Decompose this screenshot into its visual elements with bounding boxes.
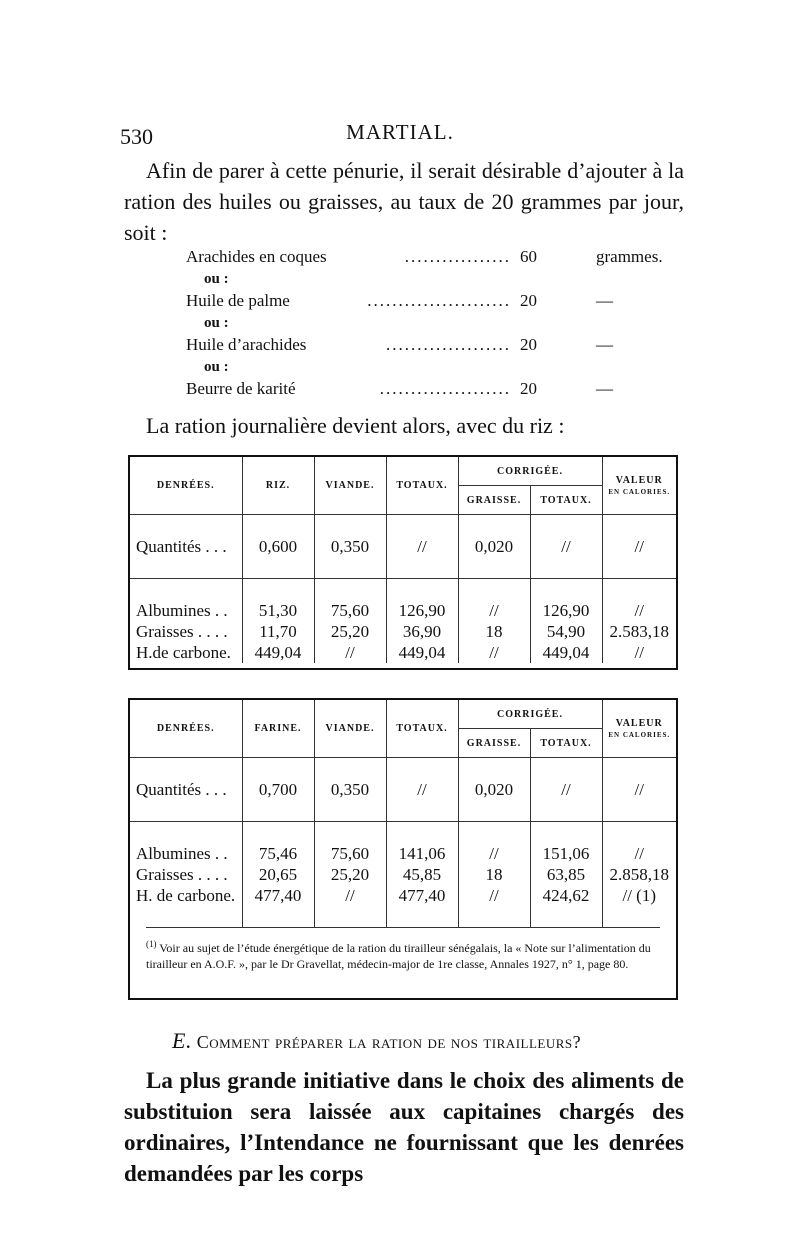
- ration-table-rice: [128, 455, 678, 670]
- table-row: Albumines . . 75,46 75,60 141,06 // 151,06 //: [130, 843, 676, 864]
- list-item: ..................... Beurre de karité 20 —: [186, 379, 613, 398]
- col-header: DENRÉES.: [130, 700, 242, 758]
- item-unit: —: [596, 291, 613, 310]
- table-row: Quantités . . . 0,700 0,350 // 0,020 // //: [130, 779, 676, 800]
- col-header: VALEUR EN CALORIES.: [602, 700, 676, 758]
- item-label: Beurre de karité: [186, 378, 300, 400]
- table-row: Albumines . . 51,30 75,60 126,90 // 126,90 //: [130, 600, 676, 621]
- list-item: ................. Arachides en coques 60 grammes.: [186, 247, 663, 266]
- item-qty: 20: [520, 379, 537, 398]
- col-group-header: CORRIGÉE.: [458, 700, 602, 729]
- col-header: VIANDE.: [314, 700, 386, 758]
- section-letter: E.: [172, 1028, 192, 1053]
- item-qty: 20: [520, 291, 537, 310]
- item-label: Huile de palme: [186, 290, 294, 312]
- footnote-text: Voir au sujet de l’étude énergétique de la ration du tirailleur sénégalais, la « Note sur l’alimentation du tirailleur en A.O.F. », par le Dr Gravellat, médecin-major de 1re classe, Annales 1927, n° 1, page 80.: [146, 941, 651, 971]
- list-or: ou :: [204, 359, 229, 375]
- col-header: TOTAUX.: [386, 457, 458, 515]
- list-item: ....................... Huile de palme 20 —: [186, 291, 613, 310]
- data-table: [130, 457, 676, 663]
- list-or: ou :: [204, 315, 229, 331]
- running-head: MARTIAL.: [346, 120, 454, 144]
- ration-table-flour: [128, 698, 678, 1000]
- item-unit: —: [596, 379, 613, 398]
- page-header: [120, 118, 680, 148]
- col-header: VIANDE.: [314, 457, 386, 515]
- table-row: H. de carbone. 477,40 // 477,40 // 424,62 // (1): [130, 885, 676, 906]
- col-subheader: GRAISSE.: [458, 729, 530, 758]
- table-row: Graisses . . . . 11,70 25,20 36,90 18 54,90 2.583,18: [130, 621, 676, 642]
- col-subheader: GRAISSE.: [458, 486, 530, 515]
- table-row: H.de carbone. 449,04 // 449,04 // 449,04 //: [130, 642, 676, 663]
- item-unit: —: [596, 335, 613, 354]
- col-header: DENRÉES.: [130, 457, 242, 515]
- fat-options-list: [186, 246, 663, 400]
- col-header: FARINE.: [242, 700, 314, 758]
- col-group-header: CORRIGÉE.: [458, 457, 602, 486]
- col-header: RIZ.: [242, 457, 314, 515]
- table-row: Quantités . . . 0,600 0,350 // 0,020 // //: [130, 536, 676, 557]
- item-qty: 60: [520, 247, 537, 266]
- col-subheader: TOTAUX.: [530, 486, 602, 515]
- list-or: ou :: [204, 271, 229, 287]
- section-heading: [172, 1028, 692, 1054]
- list-item: .................... Huile d’arachides 20 —: [186, 335, 613, 354]
- table-row: Graisses . . . . 20,65 25,20 45,85 18 63,85 2.858,18: [130, 864, 676, 885]
- col-header: TOTAUX.: [386, 700, 458, 758]
- section-title: Comment préparer la ration de nos tirailleurs?: [196, 1032, 582, 1052]
- footnote-marker: (1): [146, 939, 157, 949]
- item-label: Huile d’arachides: [186, 334, 310, 356]
- col-subheader: TOTAUX.: [530, 729, 602, 758]
- footnote: [146, 927, 660, 972]
- ration-sentence: La ration journalière devient alors, avec du riz :: [146, 413, 565, 438]
- item-qty: 20: [520, 335, 537, 354]
- item-label: Arachides en coques: [186, 246, 331, 268]
- page-number: 530: [120, 124, 153, 149]
- col-header: VALEUR EN CALORIES.: [602, 457, 676, 515]
- intro-paragraph: Afin de parer à cette pénurie, il serait désirable d’ajouter à la ration des huiles ou graisses, au taux de 20 grammes par jour, soit :: [124, 158, 684, 245]
- closing-paragraph: La plus grande initiative dans le choix des aliments de substituion sera laissée aux capitaines chargés des ordinaires, l’Intendance ne fournissant que les denrées demandées par les corps: [124, 1068, 684, 1186]
- data-table: [130, 700, 676, 927]
- item-unit: grammes.: [596, 247, 663, 266]
